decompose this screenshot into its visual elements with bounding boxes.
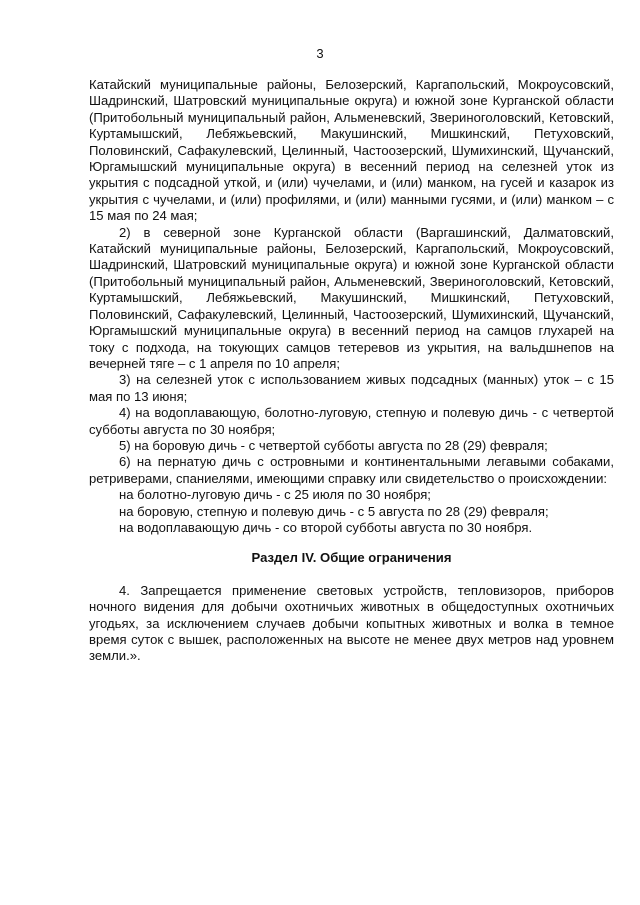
document-body [89,77,614,665]
paragraph-item-6: 6) на пернатую дичь с островными и континентальными легавыми собаками, ретриверами, спаниелями, имеющими справку или свидетельство о происхождении: [89,454,614,486]
section-heading: Раздел IV. Общие ограничения [251,550,452,566]
page-number: 3 [316,46,324,61]
paragraph-continuation: Катайский муниципальные районы, Белозерский, Каргапольский, Мокроусовский, Шадринский, Шатровский муниципальные округа) и южной зоне Курганской области (Притобольный муниципальный район, Альменевский, Звериноголовский, Кетовский, Куртамышский, Лебяжьевский, Макушинский, Мишкинский, Петуховский, Половинский, Сафакулевский, Целинный, Частоозерский, Шумихинский, Щучанский, Юргамышский муниципальные округа) в весенний период на селезней уток из укрытия с подсадной уткой, и (или) чучелами, и (или) манком, на гусей и казарок из укрытия с чучелами, и (или) профилями, и (или) манными гусями, и (или) манком – с 15 мая по 24 мая; [89,77,614,224]
paragraph-item-2: 2) в северной зоне Курганской области (Варгашинский, Далматовский, Катайский муниципальные районы, Белозерский, Каргапольский, Мокроусовский, Шадринский, Шатровский муниципальные округа) и южной зоне Курганской области (Притобольный муниципальный район, Альменевский, Звериноголовский, Кетовский, Куртамышский, Лебяжьевский, Макушинский, Мишкинский, Петуховский, Половинский, Сафакулевский, Целинный, Частоозерский, Шумихинский, Щучанский, Юргамышский муниципальные округа) в весенний период на самцов глухарей на току с подхода, на токующих самцов тетеревов из укрытия, на вальдшнепов на вечерней тяге – с 1 апреля по 10 апреля; [89,224,614,371]
paragraph-item-5: 5) на боровую дичь - с четвертой субботы августа по 28 (29) февраля; [119,437,548,453]
paragraph-subitem-forest: на боровую, степную и полевую дичь - с 5 августа по 28 (29) февраля; [119,503,549,519]
paragraph-restrictions: 4. Запрещается применение световых устройств, тепловизоров, приборов ночного видения для добычи охотничьих животных в общедоступных охотничьих угодьях, за исключением случаев добычи копытных животных и волка в темное время суток с вышек, расположенных на высоте не менее двух метров над уровнем земли.». [89,582,614,664]
paragraph-subitem-waterfowl: на водоплавающую дичь - со второй субботы августа по 30 ноября. [119,519,533,535]
paragraph-item-4: 4) на водоплавающую, болотно-луговую, степную и полевую дичь - с четвертой субботы августа по 30 ноября; [89,405,614,437]
paragraph-item-3: 3) на селезней уток с использованием живых подсадных (манных) уток – с 15 мая по 13 июня; [89,372,614,404]
paragraph-subitem-wetland: на болотно-луговую дичь - с 25 июля по 30 ноября; [119,487,431,503]
